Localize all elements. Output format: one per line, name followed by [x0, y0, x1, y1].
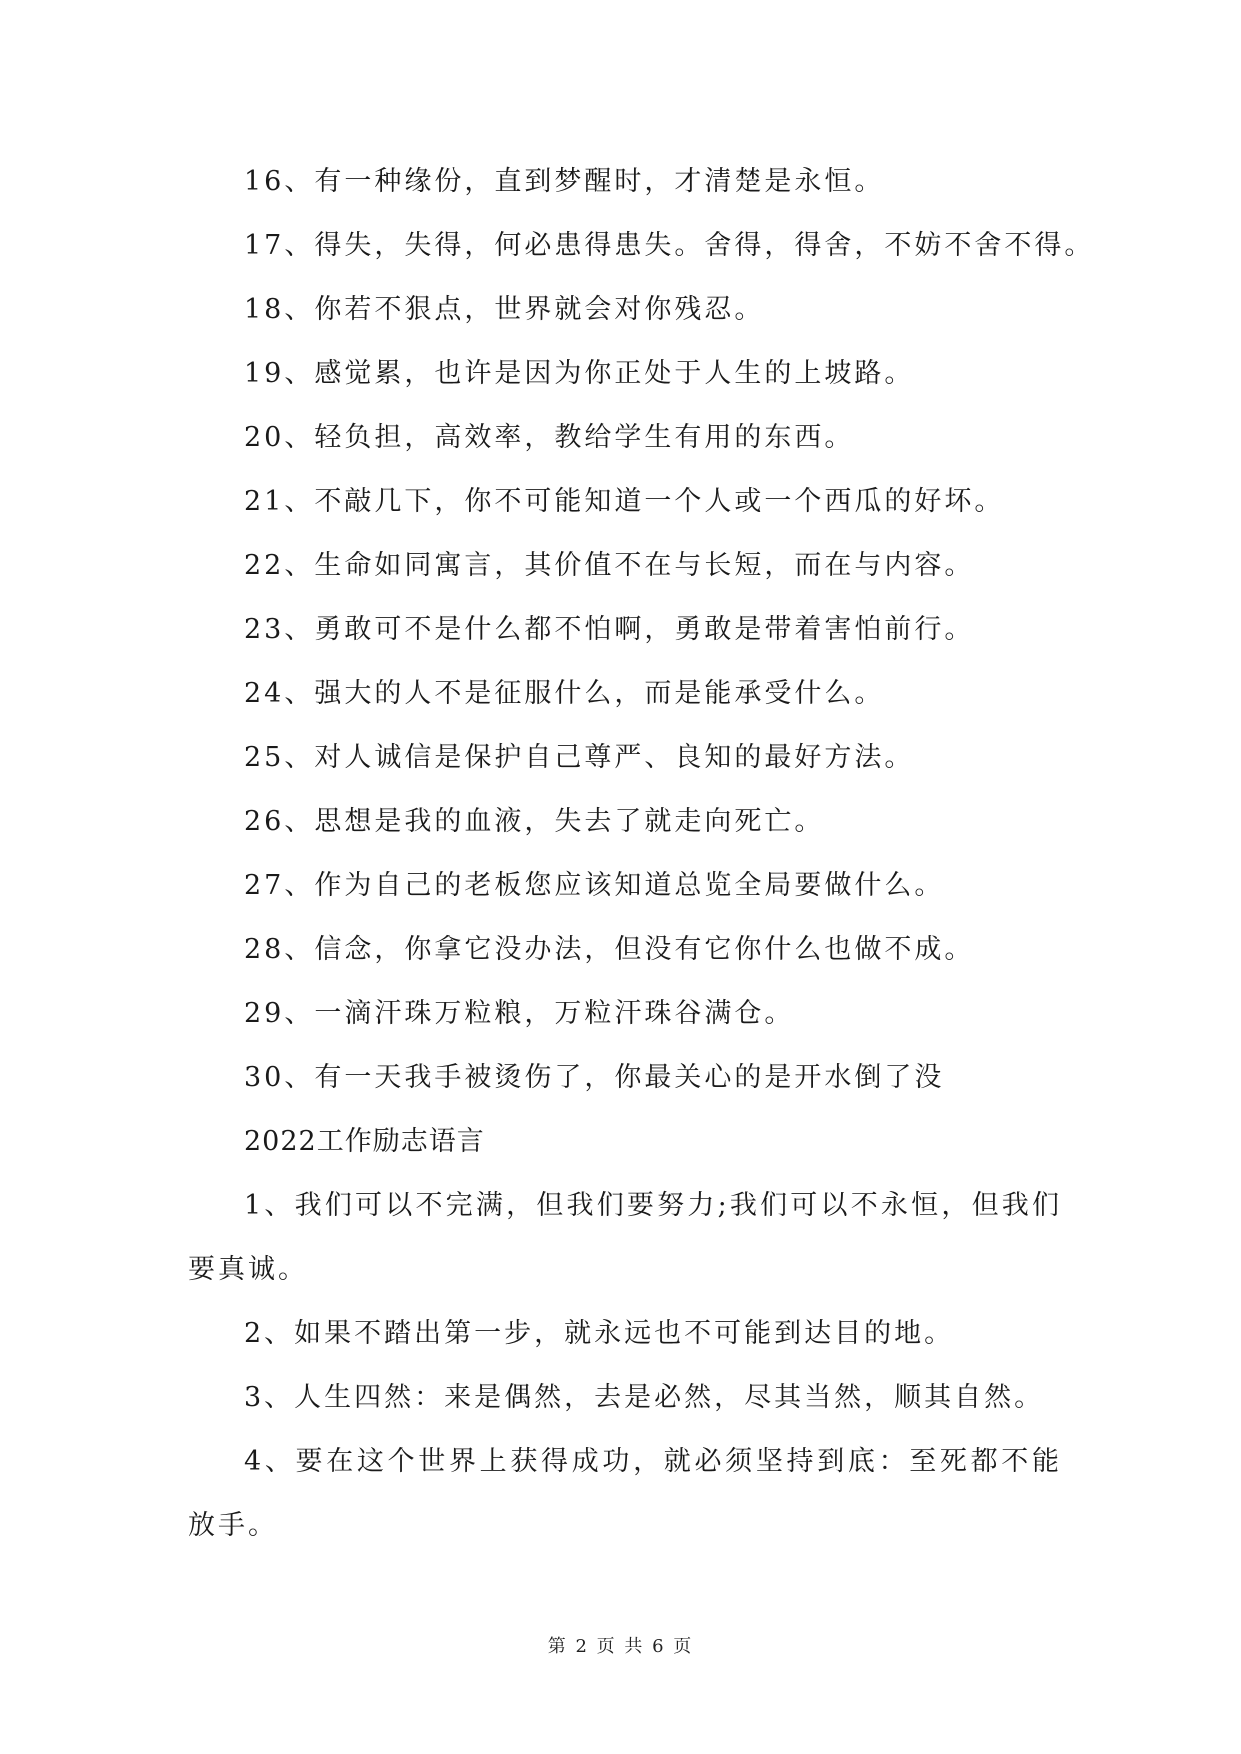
section-heading: 2022工作励志语言 [244, 1126, 485, 1157]
quote-17: 17、得失，失得，何必患得患失。舍得，得舍，不妨不舍不得。 [244, 230, 1095, 261]
quote-28: 28、信念，你拿它没办法，但没有它你什么也做不成。 [244, 934, 975, 965]
quote-29: 29、一滴汗珠万粒粮，万粒汗珠谷满仓。 [244, 998, 795, 1029]
quote-25: 25、对人诚信是保护自己尊严、良知的最好方法。 [244, 742, 915, 773]
quote-27: 27、作为自己的老板您应该知道总览全局要做什么。 [244, 870, 945, 901]
quote-24: 24、强大的人不是征服什么，而是能承受什么。 [244, 678, 885, 709]
section-item-2: 2、如果不踏出第一步，就永远也不可能到达目的地。 [244, 1318, 955, 1349]
quote-23: 23、勇敢可不是什么都不怕啊，勇敢是带着害怕前行。 [244, 614, 975, 645]
section-item-1: 1、我们可以不完满，但我们要努力;我们可以不永恒，但我们要真诚。 [188, 1190, 1062, 1285]
section-item-4: 4、要在这个世界上获得成功，就必须坚持到底：至死都不能放手。 [188, 1446, 1062, 1541]
quote-22: 22、生命如同寓言，其价值不在与长短，而在与内容。 [244, 550, 975, 581]
page-number-footer: 第 2 页 共 6 页 [547, 1636, 694, 1657]
quote-21: 21、不敲几下，你不可能知道一个人或一个西瓜的好坏。 [244, 486, 1005, 517]
section-item-3: 3、人生四然：来是偶然，去是必然，尽其当然，顺其自然。 [244, 1382, 1045, 1413]
quote-26: 26、思想是我的血液，失去了就走向死亡。 [244, 806, 825, 837]
quote-18: 18、你若不狠点，世界就会对你残忍。 [244, 294, 765, 325]
quote-19: 19、感觉累，也许是因为你正处于人生的上坡路。 [244, 358, 915, 389]
quote-16: 16、有一种缘份，直到梦醒时，才清楚是永恒。 [244, 166, 885, 197]
quote-20: 20、轻负担，高效率，教给学生有用的东西。 [244, 422, 855, 453]
quote-30: 30、有一天我手被烫伤了，你最关心的是开水倒了没 [244, 1062, 945, 1093]
document-body [188, 150, 1095, 1558]
